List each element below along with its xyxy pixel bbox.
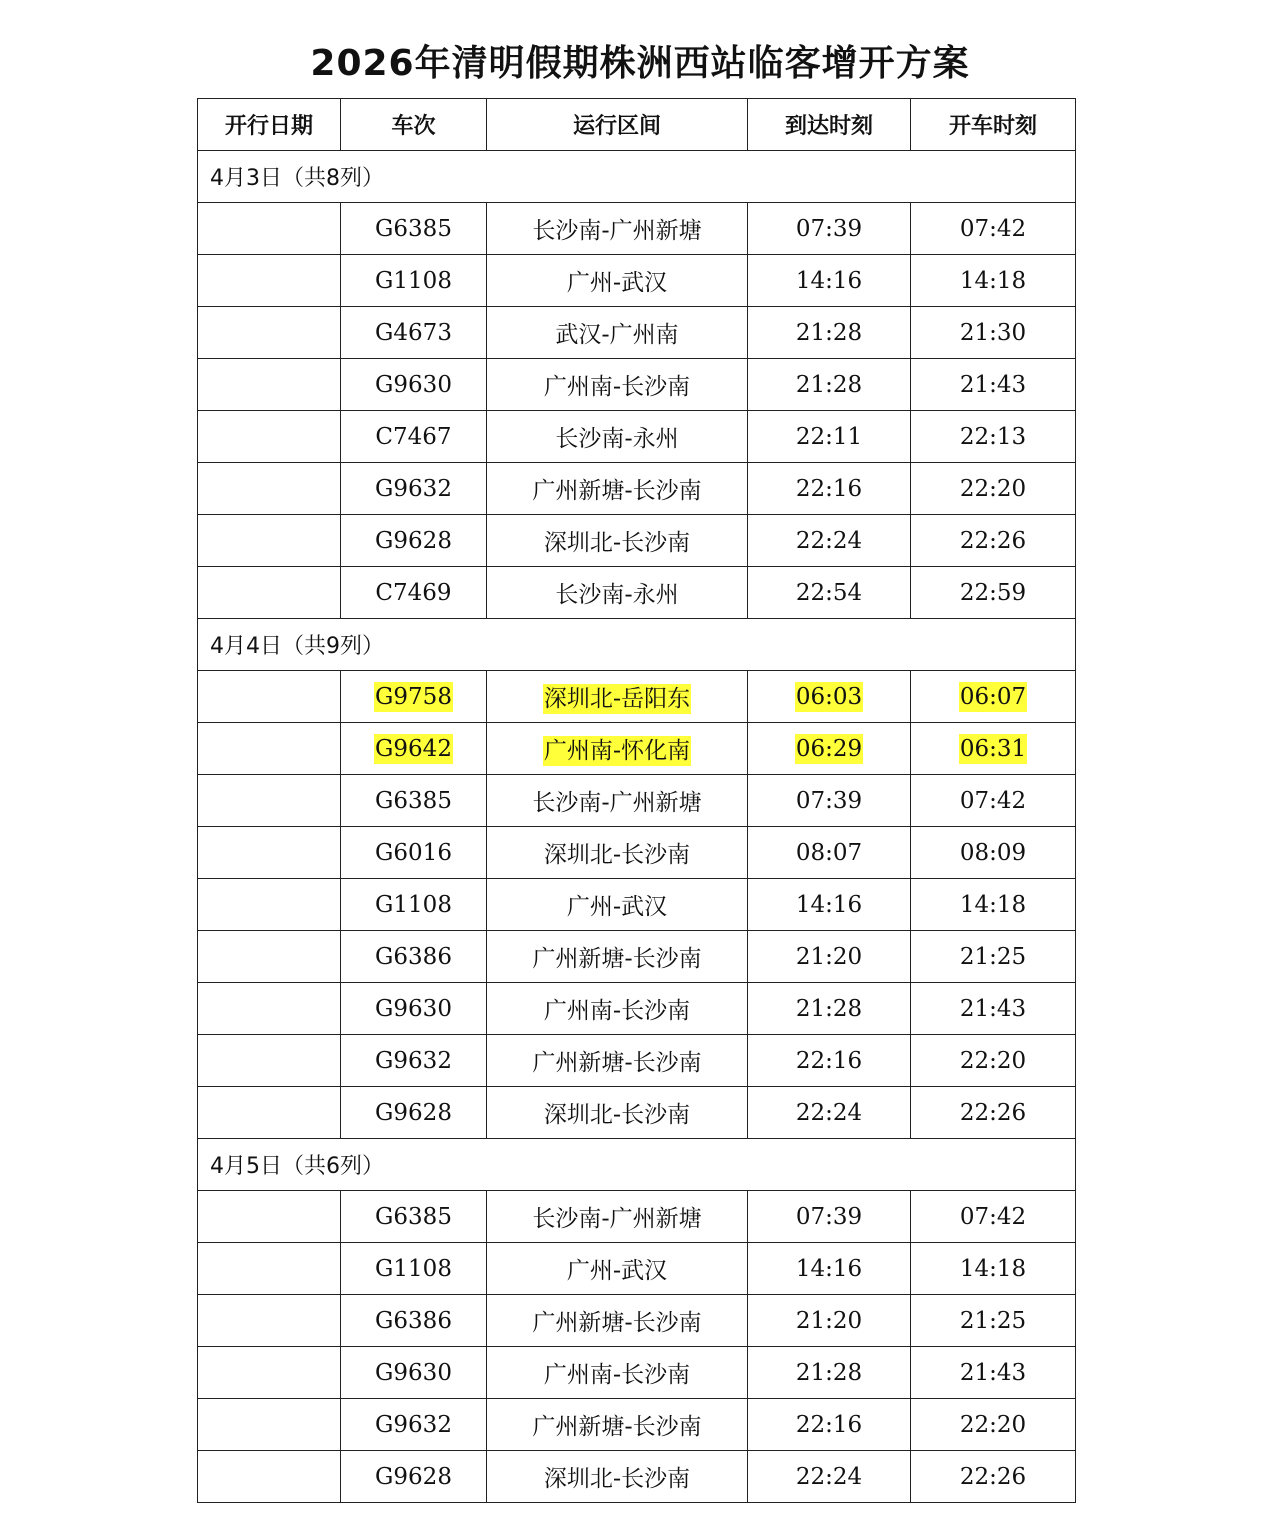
train-number-cell-text: C7467 (375, 423, 452, 450)
arrive-time-cell (748, 359, 911, 411)
date-cell (198, 723, 341, 775)
depart-time-cell (911, 1243, 1076, 1295)
table-row (198, 411, 1076, 463)
depart-time-cell-text: 22:20 (959, 475, 1027, 502)
arrive-time-cell-text: 21:20 (795, 1307, 863, 1334)
train-number-cell (341, 255, 487, 307)
route-cell (487, 1035, 748, 1087)
date-cell (198, 1399, 341, 1451)
arrive-time-cell (748, 1087, 911, 1139)
date-cell (198, 515, 341, 567)
arrive-time-cell (748, 463, 911, 515)
arrive-time-cell (748, 931, 911, 983)
table-row (198, 1295, 1076, 1347)
route-cell (487, 411, 748, 463)
train-number-cell (341, 1191, 487, 1243)
route-cell-text: 深圳北-长沙南 (543, 842, 691, 868)
route-cell-text: 广州-武汉 (566, 894, 668, 920)
route-cell (487, 203, 748, 255)
depart-time-cell-text: 22:26 (959, 527, 1027, 554)
train-number-cell-text: G6385 (375, 787, 452, 814)
train-number-cell (341, 203, 487, 255)
route-cell (487, 515, 748, 567)
depart-time-cell-text: 14:18 (959, 891, 1027, 918)
table-row (198, 1347, 1076, 1399)
route-cell-text: 长沙南-广州新塘 (532, 790, 702, 816)
arrive-time-cell (748, 203, 911, 255)
arrive-time-cell (748, 723, 911, 775)
train-number-cell-text: G9632 (375, 1411, 452, 1438)
route-cell-text: 广州南-长沙南 (543, 374, 691, 400)
arrive-time-cell (748, 879, 911, 931)
depart-time-cell-text: 22:13 (959, 423, 1027, 450)
route-cell (487, 1295, 748, 1347)
depart-time-cell (911, 879, 1076, 931)
arrive-time-cell (748, 515, 911, 567)
route-cell (487, 1191, 748, 1243)
arrive-time-cell-text: 07:39 (795, 215, 863, 242)
depart-time-cell-text: 21:43 (959, 1359, 1027, 1386)
route-cell-text: 长沙南-广州新塘 (532, 218, 702, 244)
header-date: 开行日期 (198, 99, 341, 151)
route-cell (487, 359, 748, 411)
route-cell-text: 广州-武汉 (566, 270, 668, 296)
route-cell-text: 广州新塘-长沙南 (532, 1414, 702, 1440)
arrive-time-cell-text: 14:16 (795, 267, 863, 294)
train-number-cell (341, 411, 487, 463)
train-number-cell-text: G9632 (375, 1047, 452, 1074)
date-cell (198, 1191, 341, 1243)
date-cell (198, 411, 341, 463)
table-row (198, 827, 1076, 879)
date-cell (198, 359, 341, 411)
depart-time-cell-text: 22:20 (959, 1411, 1027, 1438)
depart-time-cell-text: 22:59 (959, 579, 1027, 606)
route-cell-text: 广州南-长沙南 (543, 1362, 691, 1388)
depart-time-cell (911, 255, 1076, 307)
route-cell-text: 广州-武汉 (566, 1258, 668, 1284)
depart-time-cell-text: 22:20 (959, 1047, 1027, 1074)
depart-time-cell (911, 1035, 1076, 1087)
train-number-cell (341, 983, 487, 1035)
train-number-cell (341, 1451, 487, 1503)
train-number-cell-text: G9628 (375, 1463, 452, 1490)
train-number-cell-text: G9630 (375, 371, 452, 398)
train-number-cell-text: G9642 (375, 735, 452, 762)
route-cell-text: 深圳北-长沙南 (543, 1466, 691, 1492)
train-number-cell-text: G1108 (375, 1255, 452, 1282)
arrive-time-cell (748, 671, 911, 723)
train-number-cell (341, 1347, 487, 1399)
train-number-cell (341, 671, 487, 723)
depart-time-cell-text: 06:07 (959, 683, 1027, 710)
train-number-cell-text: G1108 (375, 891, 452, 918)
arrive-time-cell-text: 22:16 (795, 1047, 863, 1074)
table-row (198, 1399, 1076, 1451)
train-number-cell (341, 827, 487, 879)
train-number-cell (341, 307, 487, 359)
route-cell (487, 983, 748, 1035)
depart-time-cell-text: 08:09 (959, 839, 1027, 866)
table-row (198, 515, 1076, 567)
depart-time-cell (911, 1451, 1076, 1503)
route-cell (487, 671, 748, 723)
route-cell-text: 深圳北-长沙南 (543, 1102, 691, 1128)
arrive-time-cell-text: 22:24 (795, 527, 863, 554)
depart-time-cell (911, 1295, 1076, 1347)
table-header (198, 99, 1076, 151)
route-cell (487, 1243, 748, 1295)
arrive-time-cell (748, 1347, 911, 1399)
depart-time-cell (911, 723, 1076, 775)
date-group-row (198, 1139, 1076, 1191)
date-cell (198, 463, 341, 515)
train-number-cell (341, 1243, 487, 1295)
table-row (198, 567, 1076, 619)
table-row (198, 463, 1076, 515)
depart-time-cell-text: 21:25 (959, 943, 1027, 970)
date-cell (198, 775, 341, 827)
route-cell (487, 307, 748, 359)
depart-time-cell (911, 983, 1076, 1035)
arrive-time-cell (748, 775, 911, 827)
date-cell (198, 1295, 341, 1347)
route-cell-text: 广州新塘-长沙南 (532, 1050, 702, 1076)
depart-time-cell (911, 1087, 1076, 1139)
arrive-time-cell-text: 08:07 (795, 839, 863, 866)
depart-time-cell-text: 22:26 (959, 1099, 1027, 1126)
depart-time-cell-text: 07:42 (959, 1203, 1027, 1230)
route-cell (487, 723, 748, 775)
table-row (198, 1191, 1076, 1243)
train-number-cell-text: G9628 (375, 527, 452, 554)
arrive-time-cell (748, 1399, 911, 1451)
route-cell-text: 长沙南-永州 (555, 582, 679, 608)
depart-time-cell-text: 07:42 (959, 215, 1027, 242)
route-cell (487, 775, 748, 827)
train-number-cell (341, 1399, 487, 1451)
date-cell (198, 307, 341, 359)
depart-time-cell (911, 307, 1076, 359)
table-row (198, 203, 1076, 255)
depart-time-cell (911, 359, 1076, 411)
table-row (198, 1451, 1076, 1503)
arrive-time-cell (748, 1243, 911, 1295)
route-cell-text: 武汉-广州南 (555, 322, 679, 348)
arrive-time-cell-text: 22:16 (795, 1411, 863, 1438)
arrive-time-cell-text: 22:11 (795, 423, 863, 450)
date-cell (198, 931, 341, 983)
depart-time-cell (911, 671, 1076, 723)
train-number-cell-text: G6385 (375, 215, 452, 242)
route-cell (487, 1451, 748, 1503)
table-row (198, 359, 1076, 411)
route-cell (487, 931, 748, 983)
route-cell-text: 长沙南-广州新塘 (532, 1206, 702, 1232)
depart-time-cell (911, 203, 1076, 255)
date-cell (198, 203, 341, 255)
arrive-time-cell-text: 22:16 (795, 475, 863, 502)
route-cell-text: 广州南-怀化南 (543, 738, 691, 764)
train-number-cell (341, 879, 487, 931)
train-number-cell-text: G6386 (375, 943, 452, 970)
depart-time-cell-text: 06:31 (959, 735, 1027, 762)
arrive-time-cell-text: 07:39 (795, 787, 863, 814)
table-row (198, 1035, 1076, 1087)
train-number-cell (341, 775, 487, 827)
train-number-cell-text: G9758 (375, 683, 452, 710)
arrive-time-cell (748, 827, 911, 879)
train-number-cell (341, 723, 487, 775)
route-cell (487, 827, 748, 879)
route-cell (487, 879, 748, 931)
table-row (198, 879, 1076, 931)
arrive-time-cell-text: 07:39 (795, 1203, 863, 1230)
date-cell (198, 567, 341, 619)
train-number-cell (341, 1035, 487, 1087)
train-number-cell (341, 359, 487, 411)
depart-time-cell (911, 1347, 1076, 1399)
date-cell (198, 827, 341, 879)
arrive-time-cell (748, 411, 911, 463)
arrive-time-cell-text: 21:28 (795, 995, 863, 1022)
arrive-time-cell (748, 1295, 911, 1347)
route-cell (487, 1087, 748, 1139)
arrive-time-cell-text: 14:16 (795, 891, 863, 918)
depart-time-cell (911, 463, 1076, 515)
depart-time-cell-text: 22:26 (959, 1463, 1027, 1490)
table-row (198, 307, 1076, 359)
arrive-time-cell-text: 06:03 (795, 683, 863, 710)
date-cell (198, 879, 341, 931)
route-cell (487, 1399, 748, 1451)
date-cell (198, 1087, 341, 1139)
route-cell-text: 广州南-长沙南 (543, 998, 691, 1024)
date-group-label: 4月3日（共8列） (198, 151, 1076, 203)
depart-time-cell-text: 21:30 (959, 319, 1027, 346)
route-cell (487, 463, 748, 515)
train-number-cell (341, 1295, 487, 1347)
depart-time-cell (911, 931, 1076, 983)
train-number-cell (341, 931, 487, 983)
depart-time-cell (911, 827, 1076, 879)
table-row (198, 255, 1076, 307)
train-number-cell-text: G9632 (375, 475, 452, 502)
route-cell-text: 广州新塘-长沙南 (532, 478, 702, 504)
date-cell (198, 1347, 341, 1399)
depart-time-cell (911, 567, 1076, 619)
depart-time-cell (911, 775, 1076, 827)
arrive-time-cell-text: 06:29 (795, 735, 863, 762)
arrive-time-cell-text: 22:24 (795, 1099, 863, 1126)
arrive-time-cell (748, 1451, 911, 1503)
route-cell-text: 长沙南-永州 (555, 426, 679, 452)
arrive-time-cell-text: 21:20 (795, 943, 863, 970)
header-row (198, 99, 1076, 151)
arrive-time-cell (748, 1035, 911, 1087)
header-arrive: 到达时刻 (748, 99, 911, 151)
depart-time-cell (911, 515, 1076, 567)
table-row (198, 983, 1076, 1035)
train-number-cell (341, 567, 487, 619)
arrive-time-cell-text: 22:24 (795, 1463, 863, 1490)
depart-time-cell-text: 14:18 (959, 1255, 1027, 1282)
table-row (198, 931, 1076, 983)
header-train: 车次 (341, 99, 487, 151)
date-group-row (198, 619, 1076, 671)
route-cell (487, 255, 748, 307)
train-number-cell-text: G9628 (375, 1099, 452, 1126)
date-cell (198, 1243, 341, 1295)
date-group-row (198, 151, 1076, 203)
table-row (198, 1087, 1076, 1139)
route-cell (487, 567, 748, 619)
train-number-cell-text: G6016 (375, 839, 452, 866)
arrive-time-cell-text: 21:28 (795, 319, 863, 346)
train-number-cell-text: C7469 (375, 579, 452, 606)
depart-time-cell-text: 07:42 (959, 787, 1027, 814)
train-number-cell-text: G9630 (375, 995, 452, 1022)
depart-time-cell-text: 14:18 (959, 267, 1027, 294)
date-group-label: 4月5日（共6列） (198, 1139, 1076, 1191)
table-row (198, 775, 1076, 827)
date-group-label: 4月4日（共9列） (198, 619, 1076, 671)
arrive-time-cell-text: 21:28 (795, 371, 863, 398)
date-cell (198, 1035, 341, 1087)
train-number-cell-text: G9630 (375, 1359, 452, 1386)
header-depart: 开车时刻 (911, 99, 1076, 151)
route-cell-text: 广州新塘-长沙南 (532, 1310, 702, 1336)
page-title: 2026年清明假期株洲西站临客增开方案 (310, 43, 970, 84)
arrive-time-cell (748, 307, 911, 359)
route-cell-text: 深圳北-长沙南 (543, 530, 691, 556)
table-row (198, 671, 1076, 723)
train-number-cell (341, 463, 487, 515)
train-number-cell-text: G6385 (375, 1203, 452, 1230)
header-route: 运行区间 (487, 99, 748, 151)
arrive-time-cell-text: 21:28 (795, 1359, 863, 1386)
train-number-cell (341, 1087, 487, 1139)
depart-time-cell (911, 411, 1076, 463)
date-cell (198, 1451, 341, 1503)
arrive-time-cell (748, 1191, 911, 1243)
arrive-time-cell (748, 255, 911, 307)
date-cell (198, 671, 341, 723)
depart-time-cell (911, 1191, 1076, 1243)
depart-time-cell-text: 21:25 (959, 1307, 1027, 1334)
route-cell (487, 1347, 748, 1399)
route-cell-text: 广州新塘-长沙南 (532, 946, 702, 972)
depart-time-cell (911, 1399, 1076, 1451)
depart-time-cell-text: 21:43 (959, 995, 1027, 1022)
train-number-cell (341, 515, 487, 567)
table-row (198, 1243, 1076, 1295)
schedule-table (197, 98, 1076, 1503)
arrive-time-cell-text: 14:16 (795, 1255, 863, 1282)
arrive-time-cell (748, 567, 911, 619)
table-row (198, 723, 1076, 775)
route-cell-text: 深圳北-岳阳东 (543, 686, 691, 712)
train-number-cell-text: G1108 (375, 267, 452, 294)
train-number-cell-text: G6386 (375, 1307, 452, 1334)
table-body (198, 151, 1076, 1503)
depart-time-cell-text: 21:43 (959, 371, 1027, 398)
date-cell (198, 255, 341, 307)
date-cell (198, 983, 341, 1035)
train-number-cell-text: G4673 (375, 319, 452, 346)
arrive-time-cell-text: 22:54 (795, 579, 863, 606)
arrive-time-cell (748, 983, 911, 1035)
